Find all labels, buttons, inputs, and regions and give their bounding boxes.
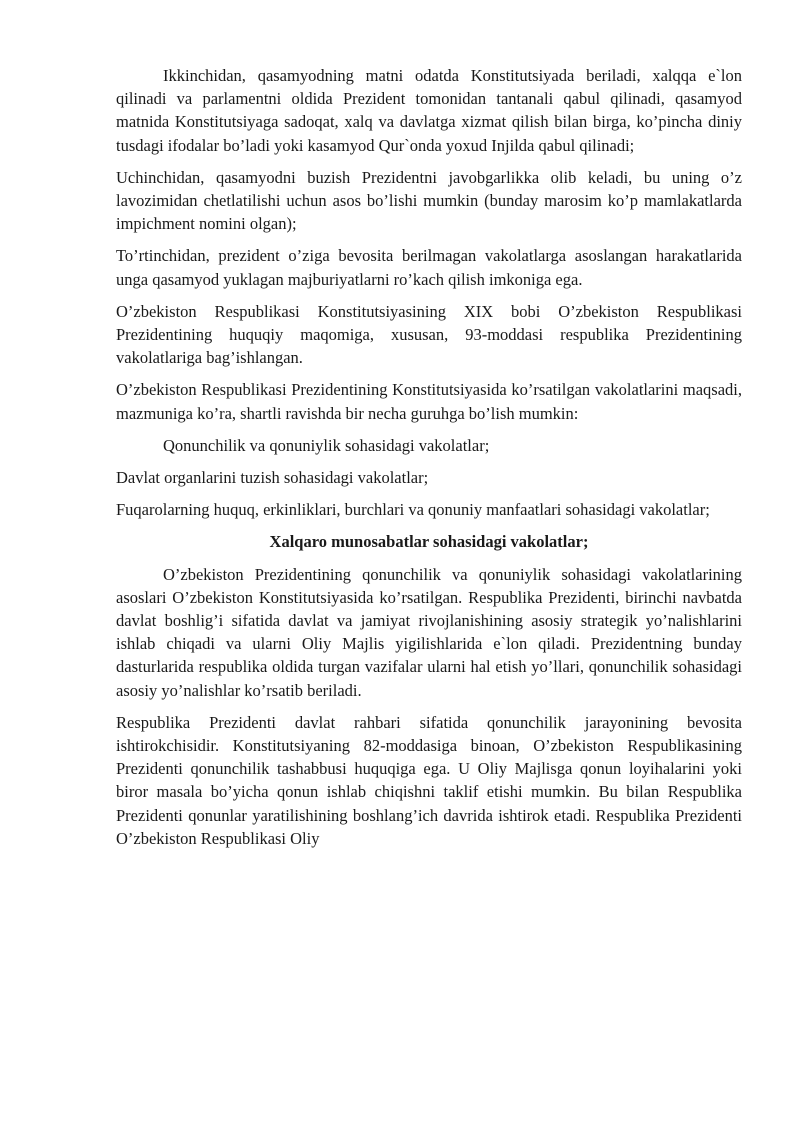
- document-page: [116, 64, 742, 859]
- list-item-citizens-rights: Fuqarolarning huquq, erkinliklari, burchlari va qonuniy manfaatlari sohasidagi vakolatlar;: [116, 500, 710, 520]
- section-heading: Xalqaro munosabatlar sohasidagi vakolatlar;: [269, 532, 589, 552]
- list-item-legislation: Qonunchilik va qonuniylik sohasidagi vakolatlar;: [163, 435, 490, 455]
- paragraph-president-participant: Respublika Prezidenti davlat rahbari sifatida qonunchilik jarayonining bevosita ishtirokchisidir. Konstitutsiyaning 82-moddasiga binoan, O’zbekiston Respublikasining Prezidenti qonunchilik tashabbusi huquqiga ega. U Oliy Majlisga qonun loyihalarini yoki biror masala bo’yicha qonun ishlab chiqishni taklif etishi mumkin. Bu bilan Respublika Prezidenti qonunlar yaratilishining boshlang’ich davrida ishtirok etadi. Respublika Prezidenti O’zbekiston Respublikasi Oliy: [116, 712, 742, 848]
- list-item-state-bodies: Davlat organlarini tuzish sohasidagi vakolatlar;: [116, 468, 429, 488]
- paragraph-tortinchidan: To’rtinchidan, prezident o’ziga bevosita berilmagan vakolatlarga asoslangan harakatlarida unga qasamyod yuklagan majburiyatlarni ro’kach qilish imkoniga ega.: [116, 246, 742, 289]
- paragraph-constitution-chapter: O’zbekiston Respublikasi Konstitutsiyasining XIX bobi O’zbekiston Respublikasi Prezidentining huquqiy maqomiga, xususan, 93-moddasi respublika Prezidentining vakolatlariga bag’ishlangan.: [116, 301, 742, 368]
- paragraph-ikkinchidan: Ikkinchidan, qasamyodning matni odatda Konstitutsiyada beriladi, xalqqa e`lon qilinadi va parlamentni oldida Prezident tomonidan tantanali qabul qilinadi, qasamyod matnida Konstitutsiyaga sadoqat, xalq va davlatga xizmat qilish bilan birga, ko’pincha diniy tusdagi ifodalar bo’ladi yoki kasamyod Qur`onda yoxud Injilda qabul qilinadi;: [116, 66, 742, 155]
- paragraph-powers-groups: O’zbekiston Respublikasi Prezidentining Konstitutsiyasida ko’rsatilgan vakolatlarini maqsadi, mazmuniga ko’ra, shartli ravishda bir necha guruhga bo’lish mumkin:: [116, 380, 742, 423]
- paragraph-legislative-powers: O’zbekiston Prezidentining qonunchilik va qonuniylik sohasidagi vakolatlarining asoslari O’zbekiston Konstitutsiyasida ko’rsatilgan. Respublika Prezidenti, birinchi navbatda davlat boshlig’i sifatida davlat va jamiyat rivojlanishining asosiy strategik yo’nalishlarini ishlab chiqadi va ularni Oliy Majlis yigilishlarida e`lon qiladi. Prezidentning bunday dasturlarida respublika oldida turgan vazifalar ularni hal etish yo’llari, qonunchilik sohasidagi asosiy yo’nalishlar ko’rsatib beriladi.: [116, 564, 742, 700]
- paragraph-uchinchidan: Uchinchidan, qasamyodni buzish Prezidentni javobgarlikka olib keladi, bu uning o’z lavozimidan chetlatilishi uchun asos bo’lishi mumkin (bunday marosim ko’p mamlakatlarda impichment nomini olgan);: [116, 167, 742, 234]
